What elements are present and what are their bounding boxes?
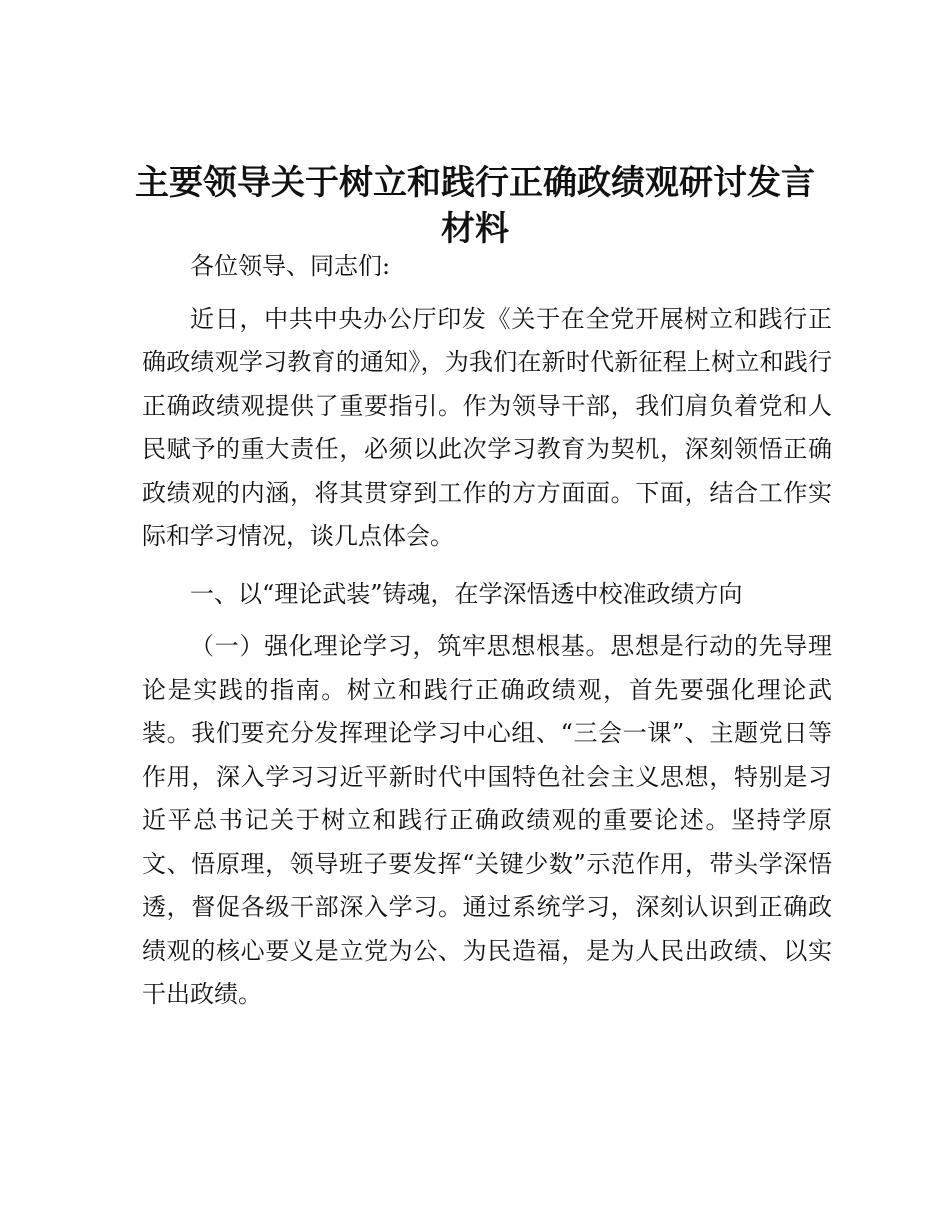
document-title [120, 160, 830, 252]
title-line-1: 主要领导关于树立和践行正确政绩观研讨发言 [135, 163, 815, 203]
paragraph-intro: 近日，中共中央办公厅印发《关于在全党开展树立和践行正确政绩观学习教育的通知》，为我们在新时代新征程上树立和践行正确政绩观提供了重要指引。作为领导干部，我们肩负着党和人民赋予的重大责任，必须以此次学习教育为契机，深刻领悟正确政绩观的内涵，将其贯穿到工作的方方面面。下面，结合工作实际和学习情况，谈几点体会。 [142, 304, 832, 550]
document-body [142, 245, 832, 1017]
paragraph-subsection-1: （一）强化理论学习，筑牢思想根基。思想是行动的先导理论是实践的指南。树立和践行正确政绩观，首先要强化理论武装。我们要充分发挥理论学习中心组、“三会一课”、主题党日等作用，深入学习习近平新时代中国特色社会主义思想，特别是习近平总书记关于树立和践行正确政绩观的重要论述。坚持学原文、悟原理，领导班子要发挥“关键少数”示范作用，带头学深悟透，督促各级干部深入学习。通过系统学习，深刻认识到正确政绩观的核心要义是立党为公、为民造福，是为人民出政绩、以实干出政绩。 [142, 632, 832, 1008]
title-line-2: 材料 [441, 209, 509, 249]
salutation: 各位领导、同志们: [190, 252, 391, 280]
section-heading-1: 一、以“理论武装”铸魂，在学深悟透中校准政绩方向 [190, 579, 743, 608]
